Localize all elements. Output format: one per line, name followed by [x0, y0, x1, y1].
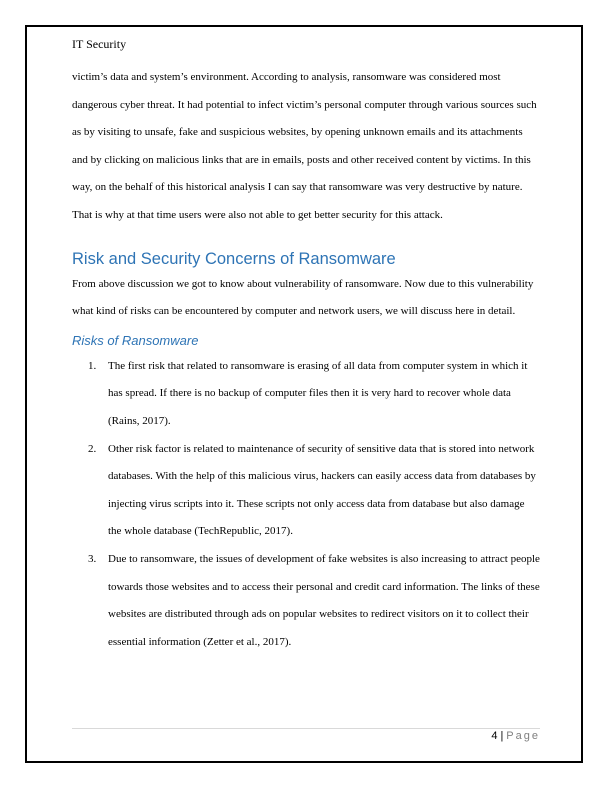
risks-list — [72, 353, 540, 657]
footer-divider — [72, 728, 540, 729]
subsection-heading: Risks of Ransomware — [72, 332, 199, 348]
list-item — [72, 546, 540, 656]
list-item-number: 2. — [88, 442, 97, 455]
list-item-number: 3. — [88, 552, 97, 565]
list-item — [72, 353, 540, 436]
page-content — [72, 64, 540, 656]
page-footer — [491, 730, 540, 742]
footer-separator: | — [500, 730, 504, 742]
page-label: Page — [506, 730, 540, 742]
list-item — [72, 436, 540, 546]
page-number: 4 — [491, 730, 498, 742]
list-item-text: Other risk factor is related to maintenance of security of sensitive data that is stored into network databases. With the help of this malicious virus, hackers can easily access data from databases by injecting virus scripts into it. These scripts not only access data from database but also damage the whole database (TechRepublic, 2017). — [108, 442, 536, 538]
list-item-text: The first risk that related to ransomware is erasing of all data from computer system in which it has spread. If there is no backup of computer files then it is very hard to recover whole data (Rains, 2017). — [108, 359, 528, 427]
section-heading: Risk and Security Concerns of Ransomware — [72, 249, 396, 268]
list-item-text: Due to ransomware, the issues of development of fake websites is also increasing to attract people towards those websites and to access their personal and credit card information. The links of these websites are distributed through ads on popular websites to redirect visitors on it to collect their essential information (Zetter et al., 2017). — [108, 552, 540, 648]
list-item-number: 1. — [88, 359, 97, 372]
intro-paragraph: victim’s data and system’s environment. According to analysis, ransomware was considered most dangerous cyber threat. It had potential to infect victim’s personal computer through various sources such as by visiting to unsafe, fake and suspicious websites, by opening unknown emails and its attachments and by clicking on malicious links that are in emails, posts and other received content by victims. In this way, on the behalf of this historical analysis I can say that ransomware was very destructive by nature. That is why at that time users were also not able to get better security for this attack. — [72, 71, 537, 221]
section-paragraph: From above discussion we got to know about vulnerability of ransomware. Now due to this vulnerability what kind of risks can be encountered by computer and network users, we will discuss here in detail. — [72, 277, 534, 318]
running-header: IT Security — [72, 37, 127, 51]
